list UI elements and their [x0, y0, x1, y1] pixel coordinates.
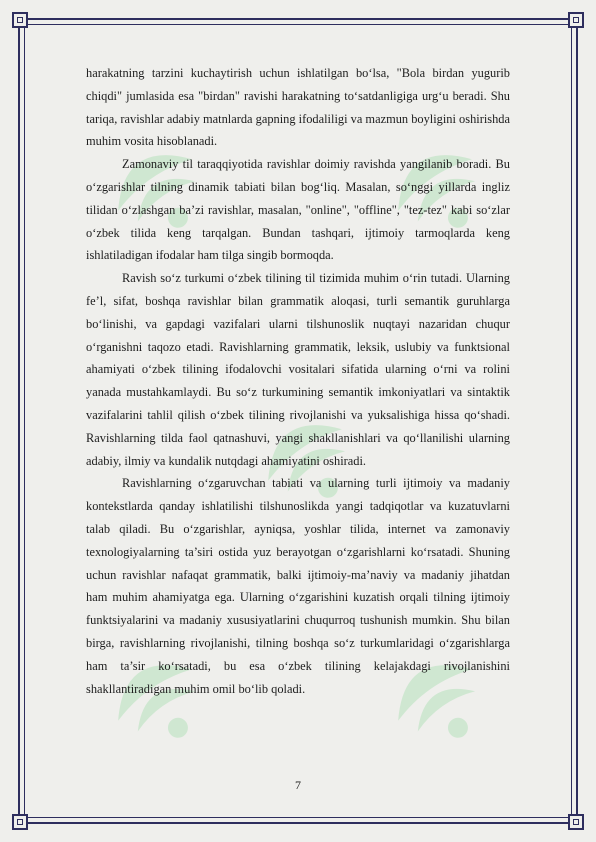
corner-ornament: [12, 12, 28, 28]
corner-ornament: [12, 814, 28, 830]
page-number: 7: [295, 778, 301, 792]
document-body: [86, 62, 510, 700]
paragraph-social-context: Ravishlarning o‘zgaruvchan tabiati va ularning turli ijtimoiy va madaniy kontekstlarda qanday ishlatilishi tilshunoslikda yangi tadqiqotlar va kuzatuvlarni talab qiladi. Bu o‘zgarishlar, ayniqsa, yoshlar tilida, internet va zamonaviy texnologiyalarning ta’siri ostida yuz berayotgan o‘zgarishlarni ko‘rsatadi. Shuning uchun ravishlar nafaqat grammatik, balki ijtimoiy-ma’naviy va madaniy jihatdan ham muhim ahamiyatga ega. Ularning o‘zgarishini kuzatish orqali tilning ijtimoiy funktsiyalarini va madaniy xususiyatlarini chuqurroq tushunish mumkin. Shu bilan birga, ravishlarning rivojlanishi, tilning boshqa so‘z turkumlaridagi o‘zgarishlarga ham ta’sir ko‘rsatadi, bu esa o‘zbek tilining kelajakdagi rivojlanishini shakllantiradigan muhim omil bo‘lib qoladi.: [86, 476, 510, 696]
paragraph-modern-development: Zamonaviy til taraqqiyotida ravishlar doimiy ravishda yangilanib boradi. Bu o‘zgarishlar tilning dinamik tabiati bilan bog‘liq. Masalan, so‘nggi yillarda ingliz tilidan o‘zlashgan ba’zi ravishlar, masalan, "online", "offline", "tez-tez" kabi so‘zlar o‘zbek tilida keng tarqalgan. Bundan tashqari, ijtimoiy tarmoqlarda keng ishlatiladigan ifodalar ham tilga singib bormoqda.: [86, 157, 510, 263]
corner-ornament: [568, 814, 584, 830]
corner-ornament: [568, 12, 584, 28]
paragraph-adverb-role: Ravish so‘z turkumi o‘zbek tilining til tizimida muhim o‘rin tutadi. Ularning fe’l, sifat, boshqa ravishlar bilan grammatik aloqasi, turli semantik guruhlarga bo‘linishi, va gapdagi vazifalari ularni tilshunoslik nuqtayi nazaridan chuqur o‘rganishni taqozo etadi. Ravishlarning grammatik, leksik, uslubiy va funktsional ahamiyati o‘zbek tilining ifodalovchi vositalari sifatida ularning o‘rni va rolini yanada mustahkamlaydi. Bu so‘z turkumining semantik imkoniyatlari va sintaktik vazifalarini tahlil qilish o‘zbek tilining rivojlanishi va yuksalishiga hissa qo‘shadi. Ravishlarning tilda faol qatnashuvi, yangi shakllanishlari va qo‘llanilishi ularning adabiy, ilmiy va kundalik nutqdagi ahamiyatini oshiradi.: [86, 271, 510, 468]
paragraph-continuation: harakatning tarzini kuchaytirish uchun ishlatilgan bo‘lsa, "Bola birdan yugurib chiqdi" jumlasida esa "birdan" ravishi harakatning to‘satdanligiga urg‘u beradi. Shu tariqa, ravishlar adabiy matnlarda gapning ifodaliligi va mazmun boyligini oshirishda muhim vosita hisoblanadi.: [86, 66, 510, 149]
